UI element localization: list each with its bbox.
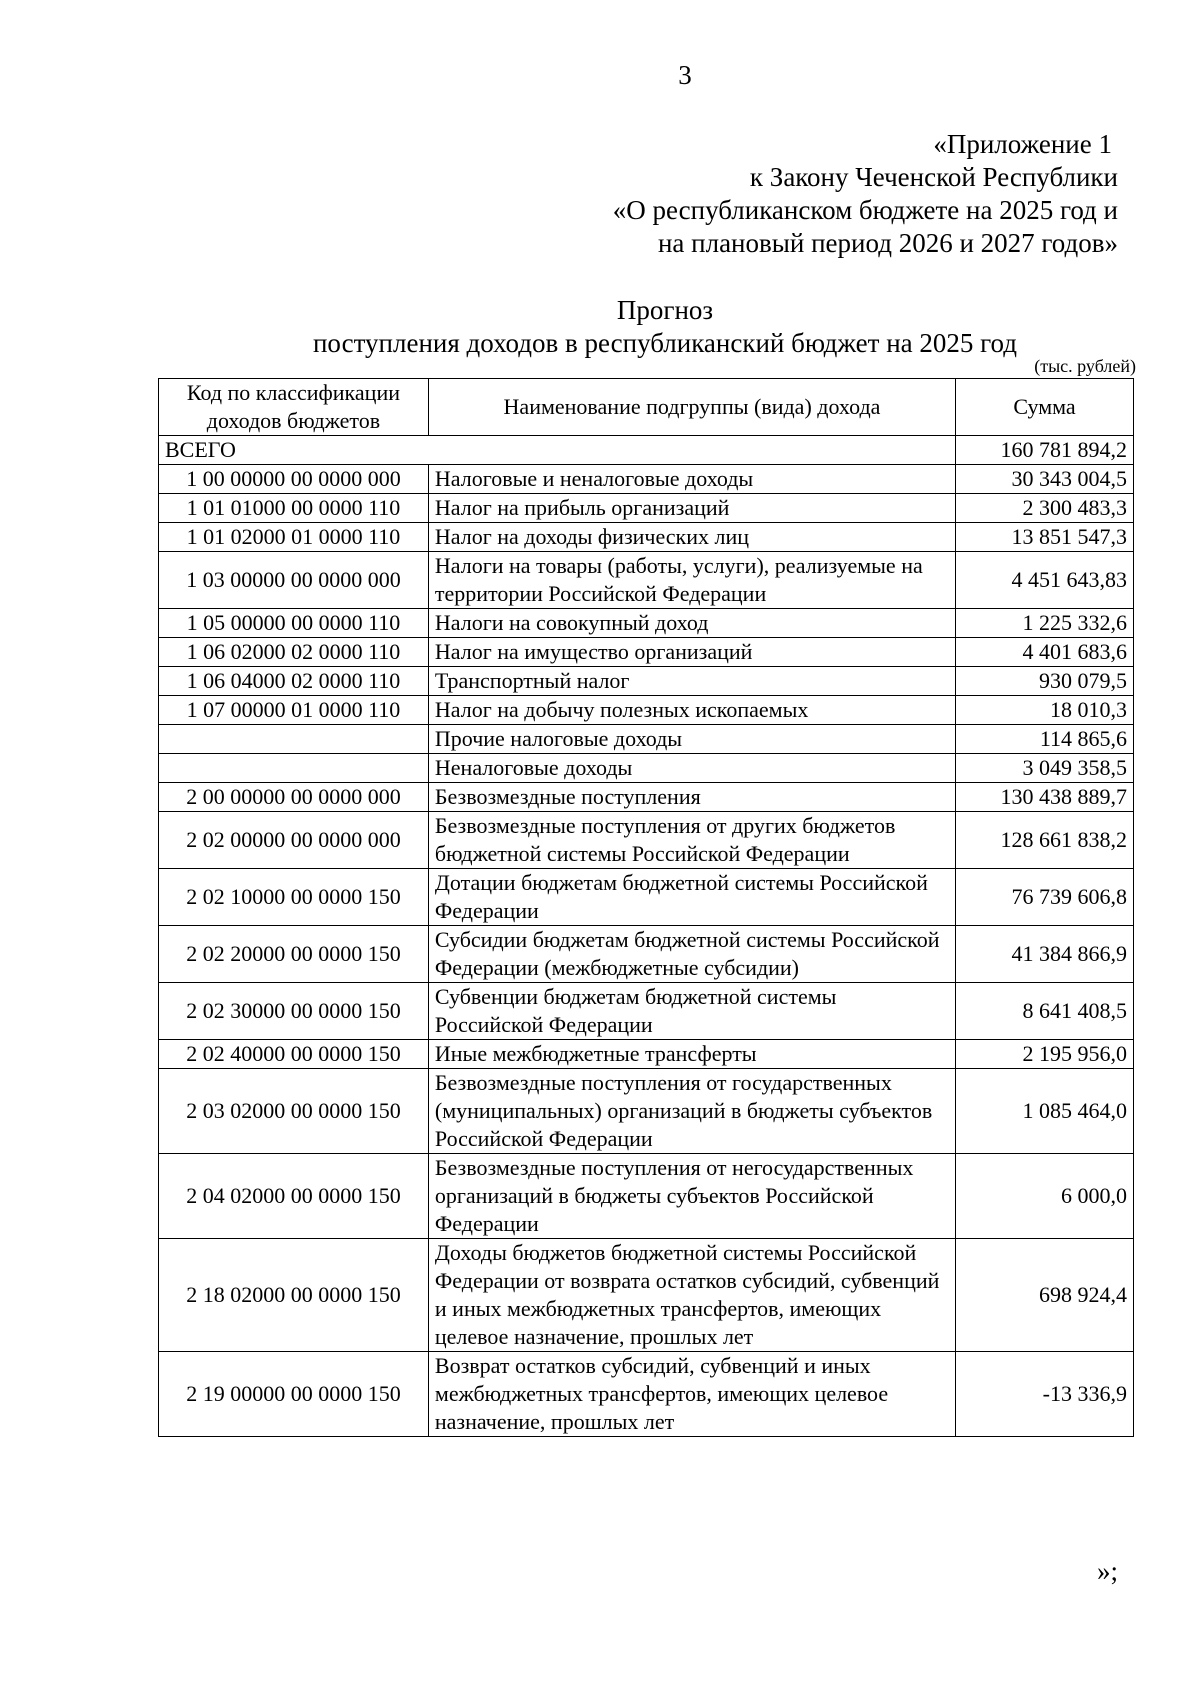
table-row xyxy=(159,1069,1134,1154)
row-sum: -13 336,9 xyxy=(956,1352,1134,1437)
table-row xyxy=(159,725,1134,754)
row-code: 2 00 00000 00 0000 000 xyxy=(159,783,429,812)
row-name: Доходы бюджетов бюджетной системы Российской Федерации от возврата остатков субсидий, субвенций и иных межбюджетных трансфертов, имеющих целевое назначение, прошлых лет xyxy=(428,1239,955,1352)
row-sum: 2 195 956,0 xyxy=(956,1040,1134,1069)
row-sum: 6 000,0 xyxy=(956,1154,1134,1239)
table-row xyxy=(159,1239,1134,1352)
row-code: 1 06 04000 02 0000 110 xyxy=(159,667,429,696)
table-row xyxy=(159,494,1134,523)
appendix-header xyxy=(613,128,1118,260)
header-name: Наименование подгруппы (вида) дохода xyxy=(428,379,955,436)
total-row xyxy=(159,436,1134,465)
row-code: 2 02 30000 00 0000 150 xyxy=(159,983,429,1040)
row-code xyxy=(159,754,429,783)
row-code: 1 01 01000 00 0000 110 xyxy=(159,494,429,523)
row-name: Дотации бюджетам бюджетной системы Российской Федерации xyxy=(428,869,955,926)
table-row xyxy=(159,465,1134,494)
table-row xyxy=(159,667,1134,696)
row-sum: 930 079,5 xyxy=(956,667,1134,696)
row-sum: 4 451 643,83 xyxy=(956,552,1134,609)
document-title xyxy=(0,294,1200,360)
row-code xyxy=(159,725,429,754)
row-code: 2 03 02000 00 0000 150 xyxy=(159,1069,429,1154)
row-name: Налог на имущество организаций xyxy=(428,638,955,667)
table-row xyxy=(159,869,1134,926)
table-header-row xyxy=(159,379,1134,436)
row-sum: 2 300 483,3 xyxy=(956,494,1134,523)
table-row xyxy=(159,1352,1134,1437)
closing-quote: »; xyxy=(1096,1556,1118,1586)
row-name: Неналоговые доходы xyxy=(428,754,955,783)
row-sum: 1 085 464,0 xyxy=(956,1069,1134,1154)
row-name: Налоговые и неналоговые доходы xyxy=(428,465,955,494)
row-name: Возврат остатков субсидий, субвенций и иных межбюджетных трансфертов, имеющих целевое назначение, прошлых лет xyxy=(428,1352,955,1437)
row-code: 2 19 00000 00 0000 150 xyxy=(159,1352,429,1437)
table-row xyxy=(159,1040,1134,1069)
page-number: 3 xyxy=(678,60,692,90)
row-name: Налог на прибыль организаций xyxy=(428,494,955,523)
row-name: Безвозмездные поступления от государственных (муниципальных) организаций в бюджеты субъектов Российской Федерации xyxy=(428,1069,955,1154)
table-row xyxy=(159,812,1134,869)
table-row xyxy=(159,983,1134,1040)
header-sum: Сумма xyxy=(956,379,1134,436)
row-sum: 3 049 358,5 xyxy=(956,754,1134,783)
row-name: Безвозмездные поступления xyxy=(428,783,955,812)
row-sum: 4 401 683,6 xyxy=(956,638,1134,667)
revenue-table xyxy=(158,378,1134,1437)
row-sum: 8 641 408,5 xyxy=(956,983,1134,1040)
row-name: Безвозмездные поступления от других бюджетов бюджетной системы Российской Федерации xyxy=(428,812,955,869)
units-note: (тыс. рублей) xyxy=(1034,356,1136,376)
row-name: Налог на добычу полезных ископаемых xyxy=(428,696,955,725)
row-code: 1 01 02000 01 0000 110 xyxy=(159,523,429,552)
row-sum: 130 438 889,7 xyxy=(956,783,1134,812)
appendix-line-1: «Приложение 1 xyxy=(933,129,1112,159)
row-sum: 698 924,4 xyxy=(956,1239,1134,1352)
table-row xyxy=(159,552,1134,609)
appendix-line-2: к Закону Чеченской Республики xyxy=(749,162,1118,192)
row-name: Налоги на совокупный доход xyxy=(428,609,955,638)
row-name: Иные межбюджетные трансферты xyxy=(428,1040,955,1069)
table-row xyxy=(159,638,1134,667)
table-row xyxy=(159,609,1134,638)
table-row xyxy=(159,523,1134,552)
row-code: 1 07 00000 01 0000 110 xyxy=(159,696,429,725)
table-row xyxy=(159,926,1134,983)
header-code: Код по классификации доходов бюджетов xyxy=(159,379,429,436)
appendix-line-4: на плановый период 2026 и 2027 годов» xyxy=(657,228,1118,258)
row-code: 2 02 20000 00 0000 150 xyxy=(159,926,429,983)
row-code: 2 02 40000 00 0000 150 xyxy=(159,1040,429,1069)
title-line-2: поступления доходов в республиканский бюджет на 2025 год xyxy=(312,328,1018,358)
row-sum: 128 661 838,2 xyxy=(956,812,1134,869)
row-name: Безвозмездные поступления от негосударственных организаций в бюджеты субъектов Российской Федерации xyxy=(428,1154,955,1239)
table-row xyxy=(159,696,1134,725)
row-name: Налоги на товары (работы, услуги), реализуемые на территории Российской Федерации xyxy=(428,552,955,609)
appendix-line-3: «О республиканском бюджете на 2025 год и xyxy=(612,195,1118,225)
row-name: Налог на доходы физических лиц xyxy=(428,523,955,552)
row-code: 1 00 00000 00 0000 000 xyxy=(159,465,429,494)
table-row xyxy=(159,783,1134,812)
row-sum: 18 010,3 xyxy=(956,696,1134,725)
row-code: 1 03 00000 00 0000 000 xyxy=(159,552,429,609)
row-sum: 114 865,6 xyxy=(956,725,1134,754)
row-code: 1 06 02000 02 0000 110 xyxy=(159,638,429,667)
row-sum: 13 851 547,3 xyxy=(956,523,1134,552)
row-sum: 41 384 866,9 xyxy=(956,926,1134,983)
row-name: Субвенции бюджетам бюджетной системы Российской Федерации xyxy=(428,983,955,1040)
table-row xyxy=(159,754,1134,783)
row-sum: 1 225 332,6 xyxy=(956,609,1134,638)
total-sum: 160 781 894,2 xyxy=(956,436,1134,465)
table-row xyxy=(159,1154,1134,1239)
row-code: 2 02 10000 00 0000 150 xyxy=(159,869,429,926)
row-code: 2 02 00000 00 0000 000 xyxy=(159,812,429,869)
total-label: ВСЕГО xyxy=(159,436,956,465)
row-code: 2 04 02000 00 0000 150 xyxy=(159,1154,429,1239)
row-sum: 30 343 004,5 xyxy=(956,465,1134,494)
row-sum: 76 739 606,8 xyxy=(956,869,1134,926)
title-line-1: Прогноз xyxy=(616,295,714,325)
row-name: Субсидии бюджетам бюджетной системы Российской Федерации (межбюджетные субсидии) xyxy=(428,926,955,983)
row-name: Транспортный налог xyxy=(428,667,955,696)
row-name: Прочие налоговые доходы xyxy=(428,725,955,754)
row-code: 1 05 00000 00 0000 110 xyxy=(159,609,429,638)
row-code: 2 18 02000 00 0000 150 xyxy=(159,1239,429,1352)
